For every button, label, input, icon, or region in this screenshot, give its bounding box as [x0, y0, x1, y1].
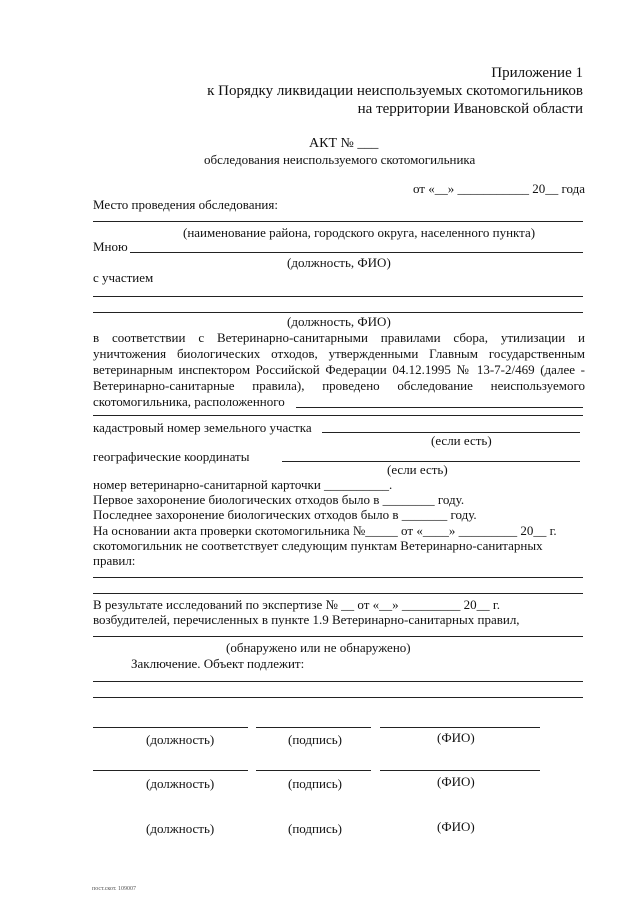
conclusion-field-1[interactable]	[93, 681, 583, 682]
position-field[interactable]	[93, 727, 248, 728]
rules-field-2[interactable]	[93, 593, 583, 594]
result-line: В результате исследований по экспертизе № __ от «__» _________ 20__ г.	[93, 597, 501, 612]
signer-signature-label: (подпись)	[288, 776, 342, 791]
place-label: Место проведения обследования:	[93, 197, 278, 212]
by-label: Мною	[93, 239, 128, 254]
signer-name-label: (ФИО)	[437, 730, 475, 745]
result-line: возбудителей, перечисленных в пункте 1.9 Ветеринарно-санитарных правил,	[93, 612, 520, 627]
found-hint: (обнаружено или не обнаружено)	[226, 640, 411, 655]
with-field-1[interactable]	[93, 296, 583, 297]
located-label: скотомогильника, расположенного	[93, 394, 285, 409]
signer-position-label: (должность)	[146, 821, 215, 836]
signer-position-label: (должность)	[146, 776, 215, 791]
text-line: На основании акта проверки скотомогильника №_____ от «____» _________ 20__ г.	[93, 523, 557, 538]
conclusion-field-2[interactable]	[93, 697, 583, 698]
located-field-2[interactable]	[93, 415, 583, 416]
paragraph-line: уничтожения биологических отходов, утвержденными Главным государственным	[93, 346, 585, 361]
by-field[interactable]	[130, 252, 583, 253]
located-field[interactable]	[296, 407, 583, 408]
signer-name-label: (ФИО)	[437, 819, 475, 834]
paragraph-line: Ветеринарно-санитарные правила), проведено обследование неиспользуемого	[93, 378, 585, 393]
signer-name-label: (ФИО)	[437, 774, 475, 789]
geo-label: географические координаты	[93, 449, 250, 464]
paragraph-line: ветеринарным инспектором Российской Федерации 04.12.1995 № 13-7-2/469 (далее -	[93, 362, 585, 377]
result-field[interactable]	[93, 636, 583, 637]
conclusion-label: Заключение. Объект подлежит:	[131, 656, 305, 671]
signature-field[interactable]	[256, 727, 371, 728]
signer-signature-label: (подпись)	[288, 821, 342, 836]
text-line: Последнее захоронение биологических отходов было в _______ году.	[93, 507, 477, 522]
act-subtitle: обследования неиспользуемого скотомогильника	[204, 152, 476, 167]
rules-field-1[interactable]	[93, 577, 583, 578]
with-field-2[interactable]	[93, 312, 583, 313]
name-field[interactable]	[380, 727, 540, 728]
signature-field[interactable]	[256, 770, 371, 771]
place-field[interactable]	[93, 221, 583, 222]
appendix-label: Приложение 1	[491, 65, 583, 81]
position-field[interactable]	[93, 770, 248, 771]
signer-position-label: (должность)	[146, 732, 215, 747]
footer-code: пост.скот. 109007	[92, 886, 137, 892]
if-any-hint-2: (если есть)	[387, 462, 448, 477]
text-line: Первое захоронение биологических отходов было в ________ году.	[93, 492, 465, 507]
paragraph-line: в соответствии с Ветеринарно-санитарными правилами сбора, утилизации и	[93, 330, 585, 345]
date-line: от «__» ___________ 20__ года	[412, 181, 585, 196]
with-label: с участием	[93, 270, 154, 285]
if-any-hint: (если есть)	[431, 433, 492, 448]
signer-signature-label: (подпись)	[288, 732, 342, 747]
text-line: правил:	[93, 553, 136, 568]
appendix-order: к Порядку ликвидации неиспользуемых скотомогильников	[207, 83, 583, 99]
position-hint-2: (должность, ФИО)	[287, 314, 391, 329]
cadastral-label: кадастровый номер земельного участка	[93, 420, 312, 435]
text-line: скотомогильник не соответствует следующим пунктам Ветеринарно-санитарных	[93, 538, 543, 553]
act-title: АКТ № ___	[309, 136, 379, 151]
place-hint: (наименование района, городского округа, населенного пункта)	[183, 225, 536, 240]
text-line: номер ветеринарно-санитарной карточки __________.	[93, 477, 393, 492]
position-hint: (должность, ФИО)	[287, 255, 391, 270]
name-field[interactable]	[380, 770, 540, 771]
appendix-region: на территории Ивановской области	[357, 101, 583, 117]
